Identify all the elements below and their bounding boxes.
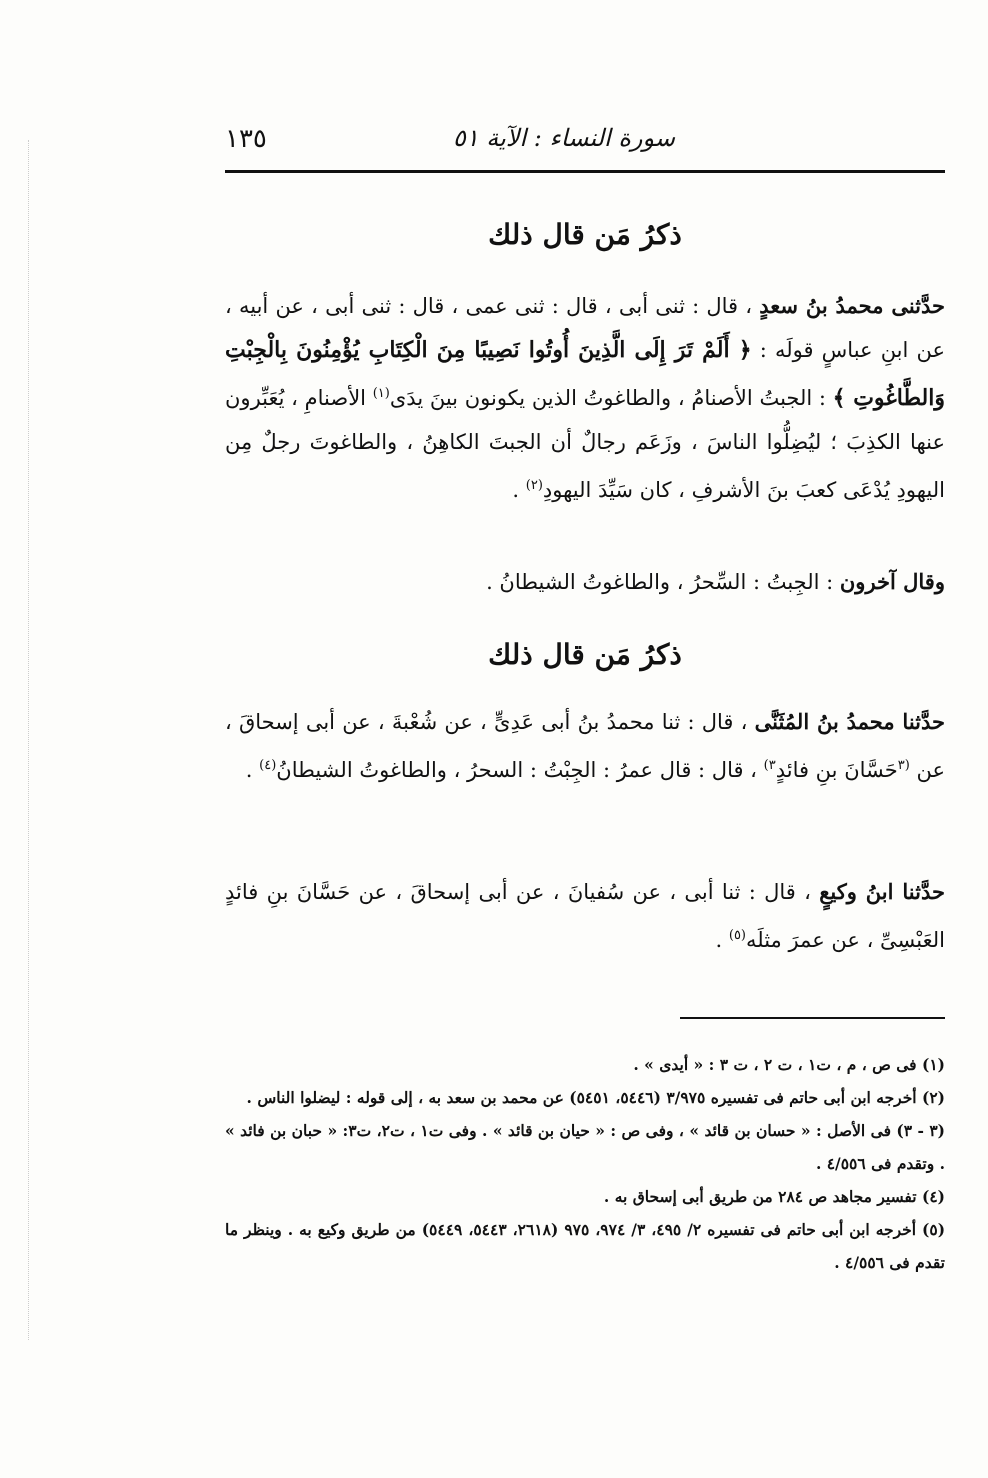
- paragraph-4: [225, 870, 945, 962]
- paragraph-2: [225, 560, 945, 604]
- footnote-4: (٤) تفسير مجاهد ص ٢٨٤ من طريق أبى إسحاق به .: [603, 1187, 945, 1206]
- footnote-marker: (٣: [897, 758, 910, 773]
- paragraph-text: ، قال : قال عمرُ : الجِبْتُ : السحرُ ، والطاغوتُ الشيطانُ: [276, 758, 764, 782]
- footnote-marker: (٤): [259, 758, 277, 773]
- quran-verse: ﴿ أَلَمْ تَرَ إِلَى الَّذِينَ أُوتُوا نَصِيبًا مِنَ الْكِتَابِ يُؤْمِنُونَ بِالْجِبْتِ وَالطَّاغُوتِ ﴾: [225, 337, 945, 411]
- footnote-marker: ٣): [763, 758, 776, 773]
- footnote-3: (٣ - ٣) فى الأصل : « حسان بن قائد » ، وفى ص : « حيان بن قائد » . وفى ت١ ، ت٢، ت٣: « حبان بن فائد » . وتقدم فى ٤/٥٥٦ .: [225, 1121, 946, 1173]
- paragraph-end: .: [245, 758, 260, 782]
- paragraph-text: الأصنامِ ، يُعَبِّرون عنها الكذِبَ ؛ ليُضِلُّوا الناسَ ، وزَعَم رجالٌ أن الجبتَ الكاهِنُ ، والطاغوتَ رجلٌ مِن اليهودِ يُدْعَى كعبَ بنَ الأشرفِ ، كان سَيِّدَ اليهودِ: [225, 386, 945, 502]
- paragraph-lead: حدَّثنا محمدُ بنُ المُثَنَّى: [754, 709, 946, 734]
- paragraph-end: .: [715, 928, 729, 952]
- paragraph-text: : الجبتُ الأصنامُ ، والطاغوتُ الذين يكونون بينَ يدَى: [389, 386, 833, 410]
- page-number: ١٣٥: [225, 124, 267, 154]
- footnotes: [225, 1048, 945, 1279]
- paragraph-text: ، قال : ثنا محمدُ بنُ أبى عَدِىٍّ ، عن شُعْبةَ ، عن أبى إسحاقَ ، عن: [225, 710, 945, 782]
- paragraph-1: [225, 284, 945, 512]
- paragraph-lead: حدَّثنا ابنُ وكيعٍ: [819, 879, 945, 904]
- footnote-marker: (١): [372, 386, 390, 401]
- paragraph-text: ، قال : ثنى أبى ، قال : ثنى عمى ، قال : ثنى أبى ، عن أبيه ، عن ابنِ عباسٍ قولَه :: [225, 294, 946, 362]
- footnote-marker: (٢): [525, 478, 543, 493]
- scan-margin-line: [28, 140, 29, 1340]
- running-title: سورة النساء : الآية ٥١: [452, 124, 675, 152]
- section-heading-2: ذكرُ مَن قال ذلك: [488, 638, 682, 671]
- header-rule: [225, 170, 945, 173]
- footnote-marker: (٥): [728, 928, 746, 943]
- paragraph-text: ، قال : ثنا أبى ، عن سُفيانَ ، عن أبى إسحاقَ ، عن حَسَّانَ بنِ فائدٍ العَبْسِىِّ ، عن عمرَ مثلَه: [225, 880, 945, 952]
- paragraph-lead: حدَّثنى محمدُ بنُ سعدٍ: [759, 293, 946, 318]
- paragraph-end: .: [512, 478, 526, 502]
- footnote-rule: [680, 1017, 945, 1019]
- paragraph-text: حَسَّانَ بنِ فائدٍ: [775, 758, 898, 782]
- paragraph-text: : الجِبتُ : السِّحرُ ، والطاغوتُ الشيطانُ .: [486, 570, 840, 594]
- footnote-1: (١) فى ص ، م ، ت١ ، ت ٢ ، ت ٣ : « أيدى » .: [633, 1055, 945, 1074]
- section-heading-1: ذكرُ مَن قال ذلك: [488, 218, 682, 251]
- paragraph-3: [225, 700, 945, 792]
- footnote-2: (٢) أخرجه ابن أبى حاتم فى تفسيره ٣/٩٧٥ (٥٤٤٦، ٥٤٥١) عن محمد بن سعد به ، إلى قوله : ليضلوا الناس .: [246, 1088, 945, 1107]
- paragraph-lead: وقال آخرون: [839, 569, 945, 594]
- page-header: [225, 120, 945, 164]
- footnote-5: (٥) أخرجه ابن أبى حاتم فى تفسيره ٢/ ٤٩٥، ٣/ ٩٧٤، ٩٧٥ (٢٦١٨، ٥٤٤٣، ٥٤٤٩) من طريق وكيع به . وينظر ما تقدم فى ٤/٥٥٦ .: [225, 1220, 946, 1272]
